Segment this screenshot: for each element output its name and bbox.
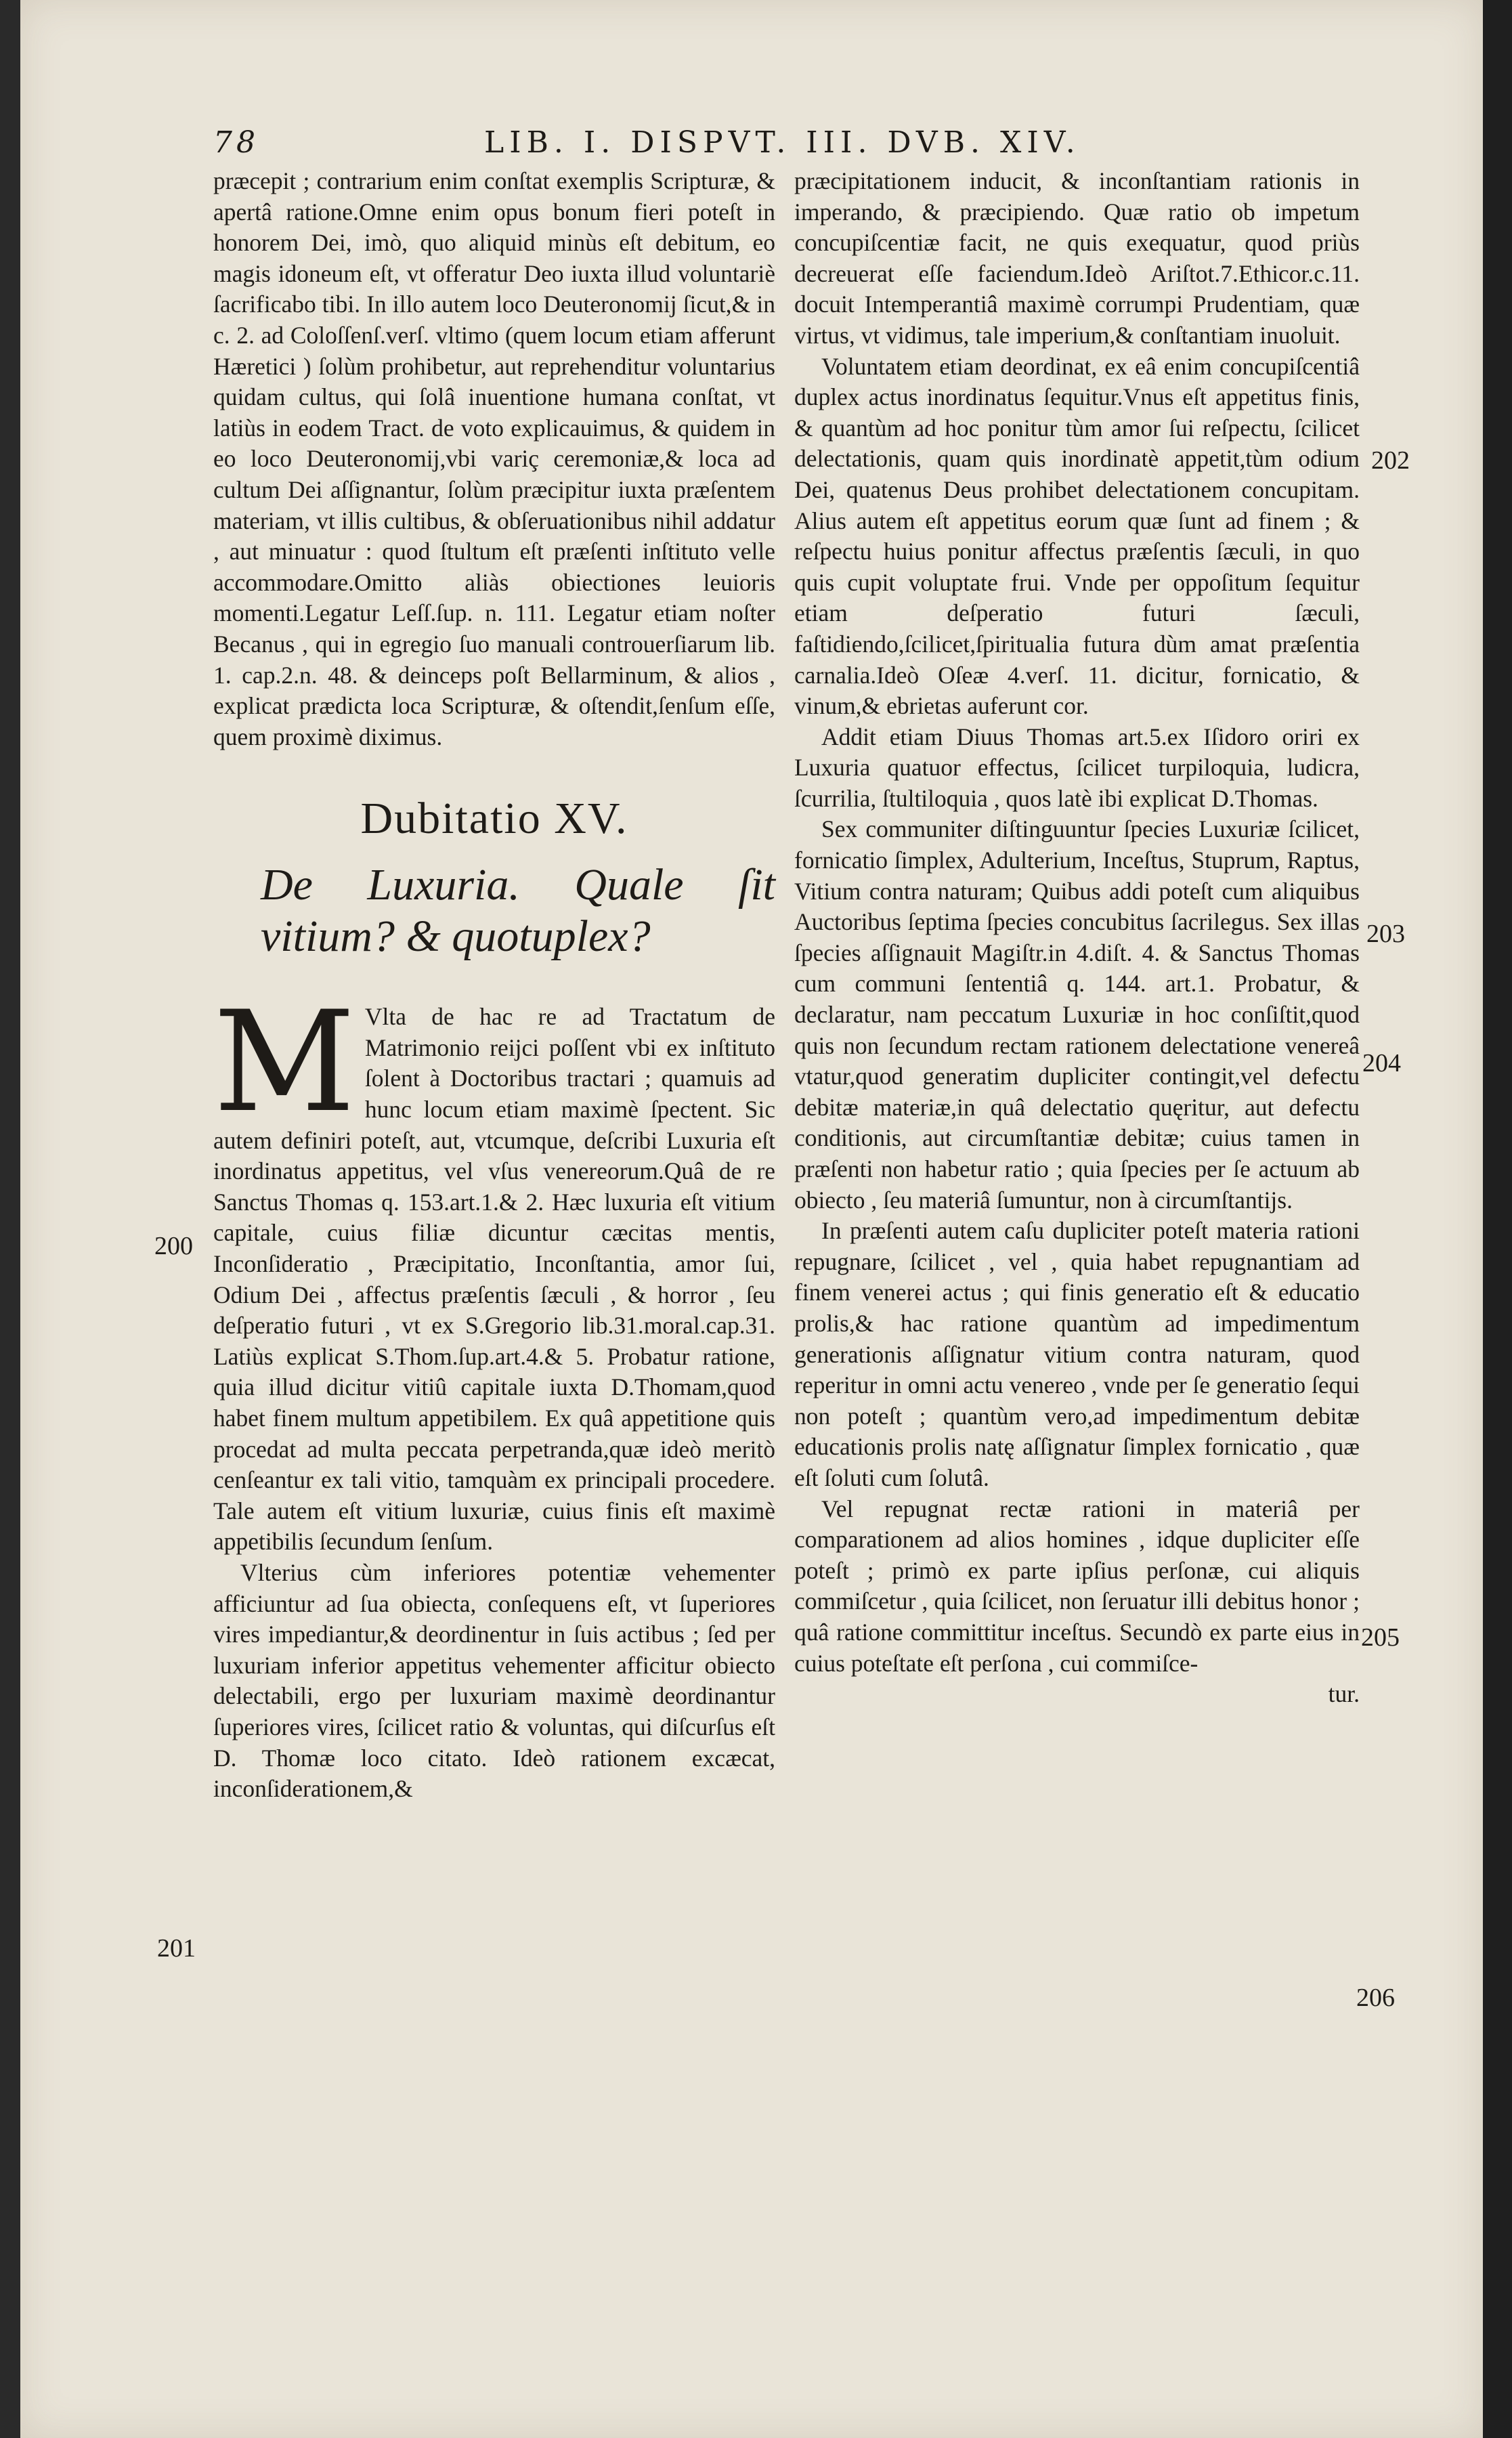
catchword: tur. [1328,1680,1360,1708]
margin-number-200: 200 [154,1232,193,1260]
paragraph-201: Vlterius cùm inferiores potentiæ vehementer afficiuntur ad ſua obiecta, conſequens eſt, vt ſuperiores vires impediantur,& deordinentur in ſuis actibus ; ſed per luxuriam inferior appetitus vehementer afficitur obiecto delectabili, ergo per luxuriam maximè deordinantur ſuperiores vires, ſcilicet ratio & voluntas, qui diſcurſus eſt D. Thomæ loco citato. Ideò rationem excæcat, inconſiderationem,& [213,1558,775,1803]
paragraph-205: In præſenti autem caſu dupliciter poteſt materia rationi repugnare, ſcilicet , vel , quia habet repugnantiam ad finem venerei actus ; qui finis generatio eſt & educatio prolis,& hac ratione quantùm ad impedimentum generationis aſſignatur vitium contra naturam, quod reperitur in omni actu venereo , vnde per ſe generatio ſequi non poteſt ; quantùm vero,ad impedimentum debitæ educationis prolis natę aſſignatur ſimplex fornicatio , quæ eſt ſoluti cum ſolutâ. [794,1217,1360,1491]
margin-number-204: 204 [1362,1049,1401,1077]
margin-number-202: 202 [1371,446,1410,475]
binding-gutter [0,0,22,2438]
paragraph-204: Sex communiter diſtinguuntur ſpecies Luxuriæ ſcilicet, fornicatio ſimplex, Adulterium, Inceſtus, Stuprum, Raptus, Vitium contra naturam; Quibus addi poteſt cum aliquibus Auctoribus ſeptima ſpecies concubitus ſacrilegus. Sex illas ſpecies aſſignauit Magiſtr.in 4.diſt. 4. & Sanctus Thomas cum communi ſententiâ q. 144. art.1. Probatur, & declaratur, nam peccatum Luxuriæ in hoc conſiſtit,quod quis non ſecundum rectam rationem delectatione venereâ vtatur,quod generatim dupliciter contingit,vel defectu debitæ materiæ,in quâ delectatio quęritur, aut defectu conditionis, aut circumſtantiæ debitæ; cuius tamen in præſenti non habetur ratio ; quia ſpecies per ſe actuum ab obiecto , ſeu materiâ ſumuntur, non à circumſtantijs. [794,815,1360,1214]
margin-number-205: 205 [1361,1623,1400,1652]
section-subtitle: De Luxuria. Quale ſit vitium? & quotuplex? [261,860,775,962]
left-column [213,166,775,1805]
section-title: Dubitatio XV. [360,794,628,844]
paragraph-continuation-right: præcipitationem inducit, & inconſtantiam rationis in imperando, & præcipiendo. Quæ ratio ob impetum concupiſcentiæ facit, ne quis exequatur, quod priùs decreuerat eſſe faciendum.Ideò Ariſtot.7.Ethicor.c.11. docuit Intemperantiâ maximè corrumpi Prudentiam, quæ virtus, vt vidimus, tale imperium,& conſtantiam inuoluit. [794,167,1360,349]
paragraph-206: Vel repugnat rectæ rationi in materiâ per comparationem ad alios homines , idque dupliciter eſſe poteſt ; primò ex parte ipſius perſonæ, cui aliquis commiſcetur , quia ſcilicet, non ſeruatur illi debitus honor ; quâ ratione committitur inceſtus. Secundò ex parte eius in cuius poteſtate eſt perſona , cui commiſce- [794,1495,1360,1677]
page-number: 78 [213,125,259,160]
scan-edge [1483,0,1512,2438]
paragraph-continuation: præcepit ; contrarium enim conſtat exemplis Scripturæ, & apertâ ratione.Omne enim opus bonum fieri poteſt in honorem Dei, imò, quo aliquid minùs eſt debitum, eo magis idoneum eſt, vt offeratur Deo iuxta illud voluntariè ſacrificabo tibi. In illo autem loco Deuteronomij ſicut,& in c. 2. ad Coloſſenſ.verſ. vltimo (quem locum etiam afferunt Hæretici ) ſolùm prohibetur, aut reprehenditur voluntarius quidam cultus, qui ſolâ inuentione humana conſtat, vt latiùs in eodem Tract. de voto explicauimus, & quidem in eo loco Deuteronomij,vbi variç ceremoniæ,& loca ad cultum Dei aſſignantur, ſolùm præcipitur iuxta præſentem materiam, vt illis cultibus, & obſeruationibus nihil addatur , aut minuatur : quod ſtultum eſt præſenti inſtituto velle accommodare.Omitto aliàs obiectiones leuioris momenti.Legatur Leſſ.ſup. n. 111. Legatur etiam noſter Becanus , qui in egregio ſuo manuali controuerſiarum lib. 1. cap.2.n. 48. & deinceps poſt Bellarminum, & alios , explicat prædicta loca Scripturæ, & oſtendit,ſenſum eſſe, quem proximè diximus. [213,167,775,750]
running-head: LIB. I. DISPVT. III. DVB. XIV. [484,125,1081,160]
drop-cap: M [213,982,355,1144]
paragraph-200 [213,982,775,1558]
paragraph-200-text: Vlta de hac re ad Tractatum de Matrimonio reijci poſſent vbi ex inſtituto ſolent à Doctoribus tractari ; quamuis ad hunc locum etiam maximè ſpectent. Sic autem definiri poteſt, aut, vtcumque, deſcribi Luxuria eſt inordinatus appetitus, vel vſus venereorum.Quâ de re Sanctus Thomas q. 153.art.1.& 2. Hæc luxuria eſt vitium capitale, cuius filiæ dicuntur cæcitas mentis, Inconſideratio , Præcipitatio, Inconſtantia, amor ſui, Odium Dei , affectus præſentis ſæculi , & horror , ſeu deſperatio futuri , vt ex S.Gregorio lib.31.moral.cap.31. Latiùs explicat S.Thom.ſup.art.4.& 5. Probatur ratione, quia illud dicitur vitiû capitale iuxta D.Thomam,quod habet finem multum appetibilem. Ex quâ appetitione quis procedat ad multa peccata perpetranda,quæ ideò meritò cenſeantur ex tali vitio, tamquàm ex principali procedere. Tale autem eſt vitium luxuriæ, cuius finis eſt maximè appetibilis ſecundum ſenſum. [213,1003,775,1556]
paragraph-202: Voluntatem etiam deordinat, ex eâ enim concupiſcentiâ duplex actus inordinatus ſequitur.Vnus eſt appetitus finis, & quantùm ad hoc ponitur tùm amor ſui reſpectu, ſcilicet delectationis, quam quis inordinatè appetit,tùm odium Dei, quatenus Deus prohibet delectationem concupitam. Alius autem eſt appetitus eorum quæ ſunt ad finem ; & reſpectu huius ponitur affectus præſentis ſæculi, in quo quis cupit voluptate frui. Vnde per oppoſitum ſequitur etiam deſperatio futuri ſæculi, faſtidiendo,ſcilicet,ſpiritualia futura dùm amat præſentia carnalia.Ideò Oſeæ 4.verſ. 11. dicitur, fornicatio, & vinum,& ebrietas auferunt cor. [794,352,1360,720]
margin-number-203: 203 [1366,920,1405,948]
right-column [794,166,1360,1710]
margin-number-206: 206 [1356,1984,1395,2012]
margin-number-201: 201 [157,1934,196,1963]
paragraph-203: Addit etiam Diuus Thomas art.5.ex Iſidoro oriri ex Luxuria quatuor effectus, ſcilicet turpiloquia, ludicra, ſcurrilia, ſtultiloquia , quos latè ibi explicat D.Thomas. [794,723,1360,812]
